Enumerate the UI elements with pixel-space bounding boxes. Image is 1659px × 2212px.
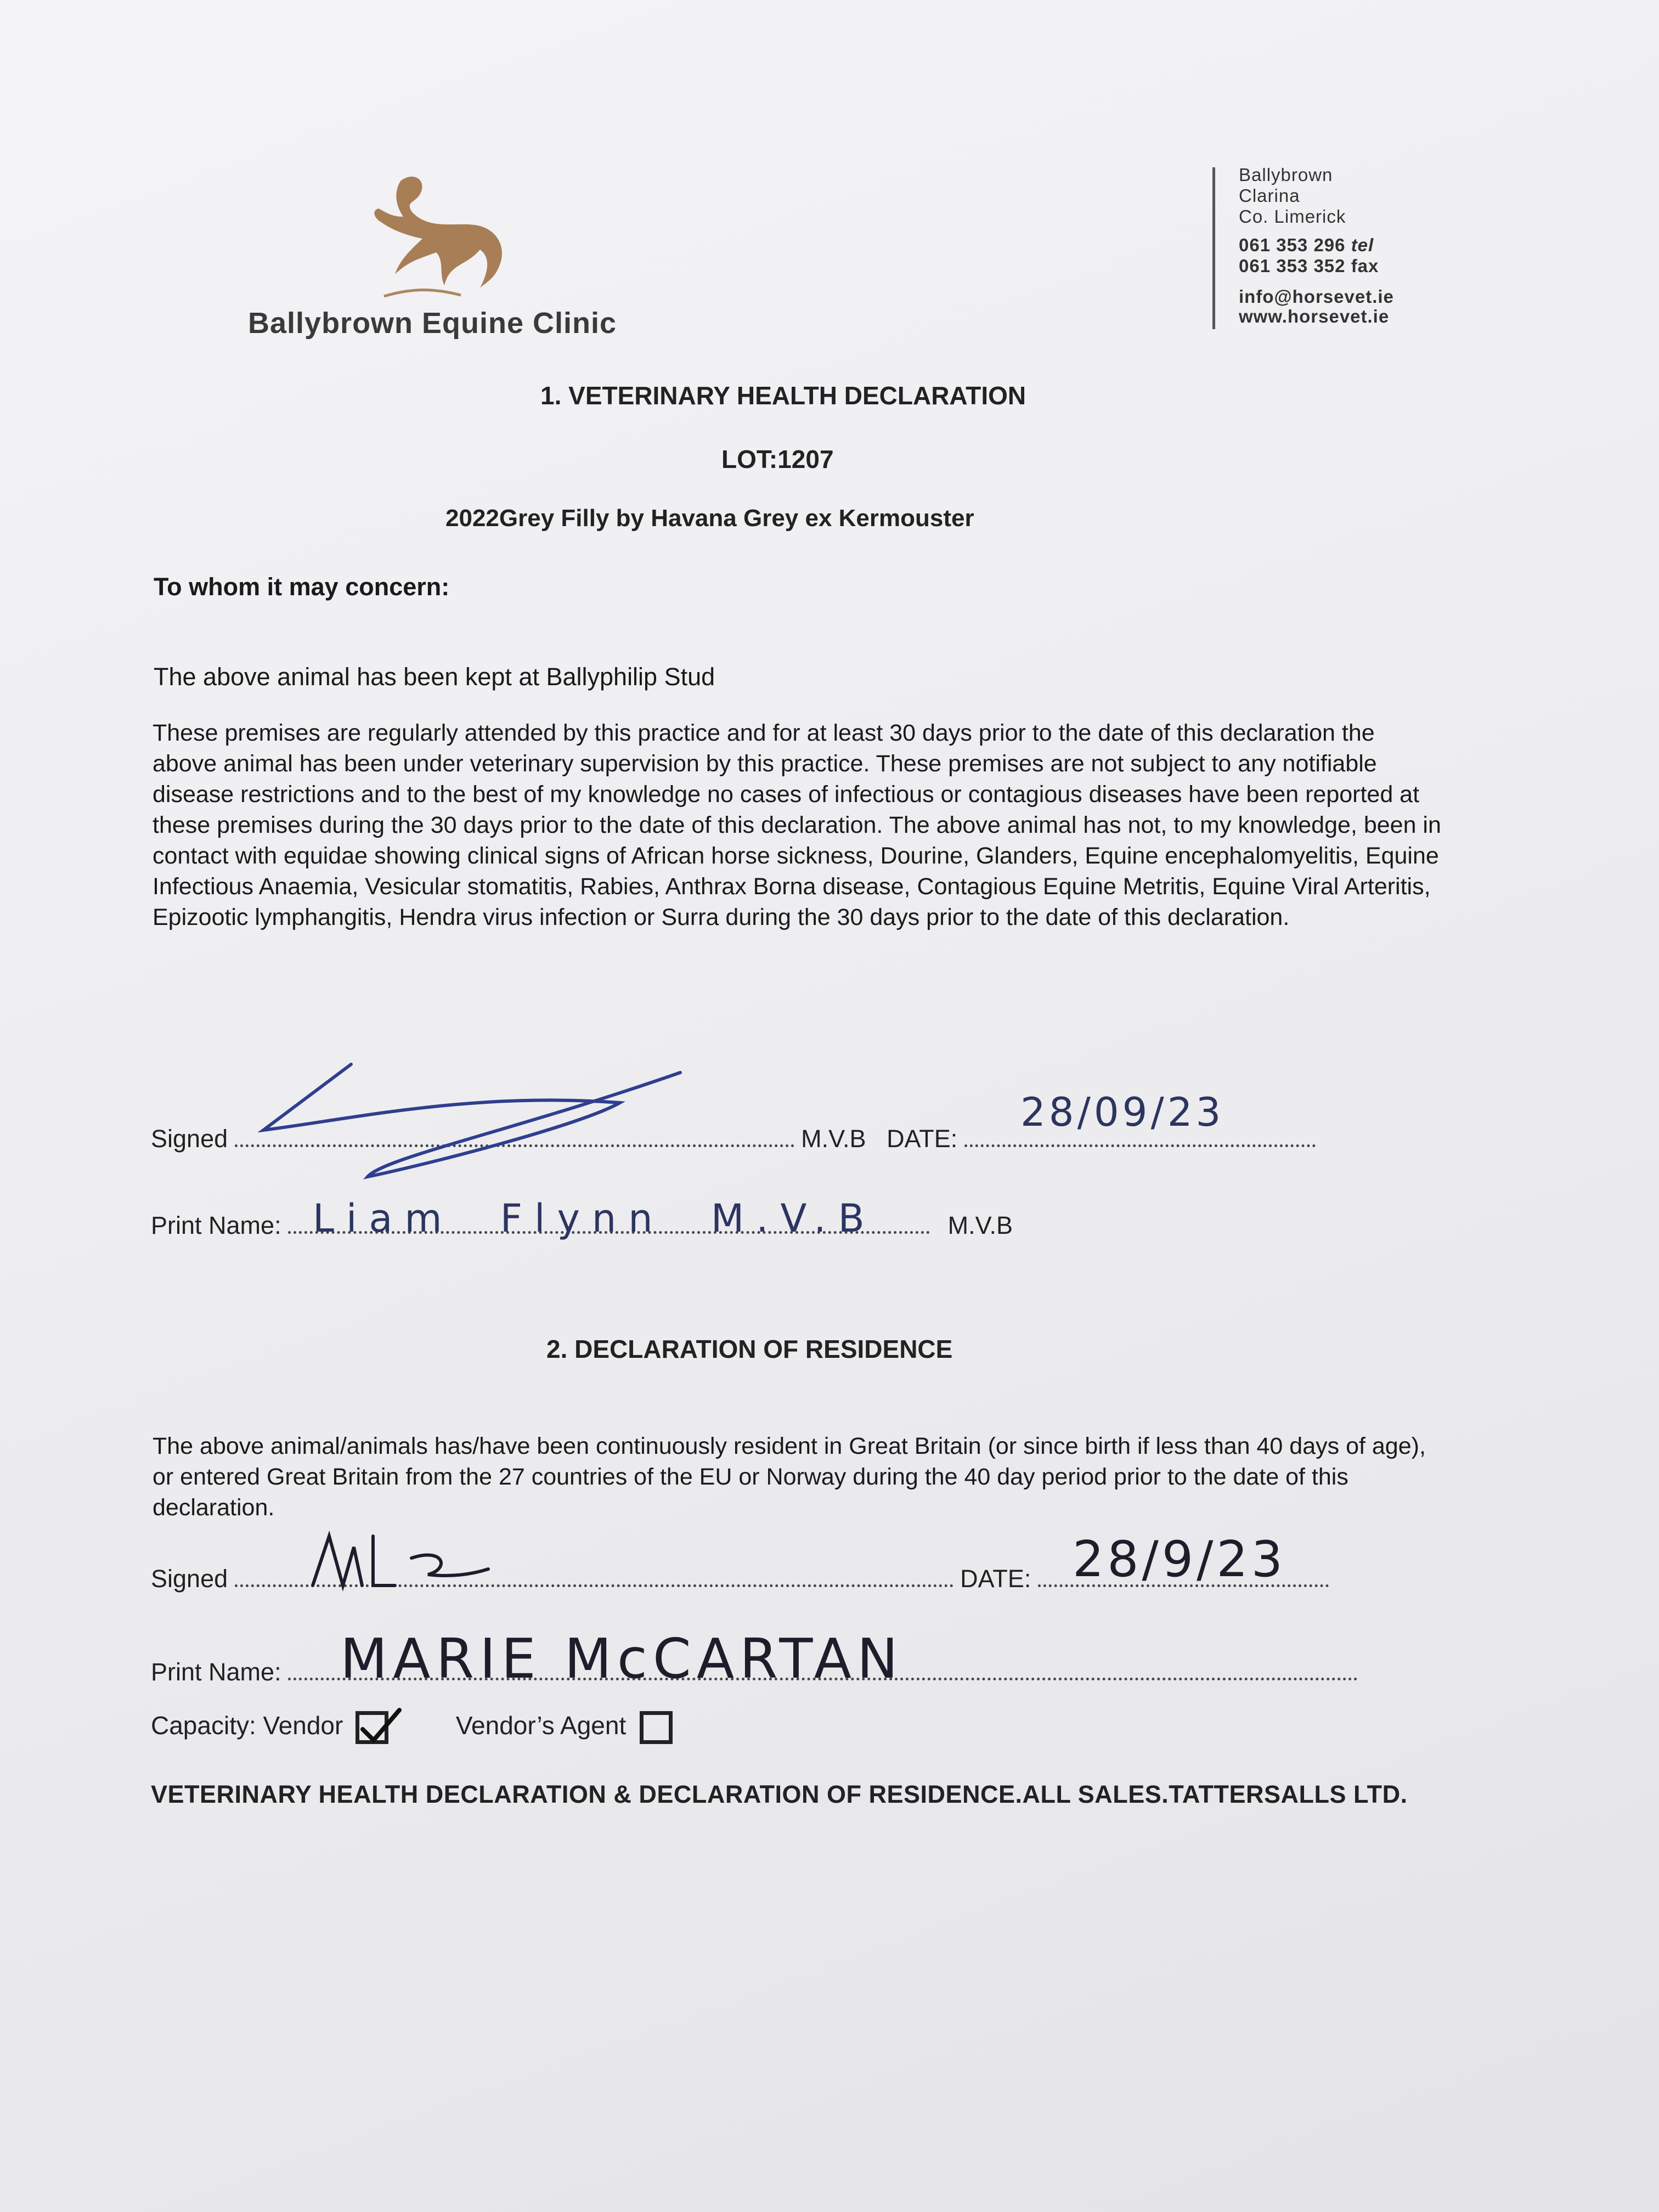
date-line xyxy=(964,1140,1316,1147)
section1-paragraph: These premises are regularly attended by this practice and for at least 30 days prior to the date of this declaration the above animal has been under veterinary supervision by this practice. These premises are not subject to any notifiable disease restrictions and to the best of my knowledge no cases of infectious or contagious diseases have been reported at these premises during the 30 days prior to the date of this declaration. The above animal has not, to my knowledge, been in contact with equidae showing clinical signs of African horse sickness, Dourine, Glanders, Equine encephalomyelitis, Equine Infectious Anaemia, Vesicular stomatitis, Rabies, Anthrax Borna disease, Contagious Equine Metritis, Equine Viral Arteritis, Epizootic lymphangitis, Hendra virus infection or Surra during the 30 days prior to the date of this declaration. xyxy=(153,720,1441,930)
address-line-1: Ballybrown xyxy=(1239,165,1333,185)
phone-number: 061 353 296 xyxy=(1239,235,1346,255)
vendor-signature xyxy=(307,1525,505,1596)
section2-print-name-value: MARIE McCARTAN xyxy=(340,1627,904,1691)
horse-description: 2022Grey Filly by Havana Grey ex Kermouster xyxy=(445,505,974,532)
clinic-name: Ballybrown Equine Clinic xyxy=(248,307,617,340)
phone-label: tel xyxy=(1351,235,1374,255)
section1-date-value: 28/09/23 xyxy=(1020,1089,1224,1135)
section1-print-name-value: Liam Flynn M.V.B xyxy=(313,1196,877,1241)
vendors-agent-checkbox[interactable] xyxy=(640,1711,673,1744)
email-text: info@horsevet.ie xyxy=(1239,286,1394,307)
section2-date-value: 28/9/23 xyxy=(1073,1531,1286,1588)
section2-print-name-label: Print Name: xyxy=(151,1658,281,1686)
vet-signature xyxy=(241,1059,691,1185)
vendors-agent-label: Vendor’s Agent xyxy=(455,1711,627,1740)
section1-date-label: DATE: xyxy=(887,1125,958,1153)
footer-text: VETERINARY HEALTH DECLARATION & DECLARATION OF RESIDENCE.ALL SALES.TATTERSALLS LTD. xyxy=(151,1780,1408,1808)
section1-title: 1. VETERINARY HEALTH DECLARATION xyxy=(540,381,1026,410)
section2-signed-label: Signed xyxy=(151,1565,228,1593)
fax-label: fax xyxy=(1351,256,1379,276)
kept-at-statement: The above animal has been kept at Ballyphilip Stud xyxy=(154,663,715,691)
capacity-label: Capacity: Vendor xyxy=(151,1711,343,1740)
capacity-row xyxy=(151,1711,673,1744)
section2-title: 2. DECLARATION OF RESIDENCE xyxy=(546,1335,953,1363)
lot-number: LOT:1207 xyxy=(721,445,834,473)
fax-number: 061 353 352 xyxy=(1239,256,1346,276)
salutation: To whom it may concern: xyxy=(154,573,450,601)
fax-line xyxy=(1239,256,1379,276)
section2-date-label: DATE: xyxy=(960,1565,1031,1593)
header-divider xyxy=(1212,167,1215,329)
section1-print-name-label: Print Name: xyxy=(151,1211,281,1239)
vendor-checkbox[interactable] xyxy=(356,1711,388,1744)
phone-line xyxy=(1239,235,1374,256)
section1-signed-label: Signed xyxy=(151,1125,228,1153)
section1-print-mvb-label: M.V.B xyxy=(947,1211,1013,1239)
clinic-horse-logo xyxy=(362,170,510,302)
address-line-3: Co. Limerick xyxy=(1239,206,1346,227)
checkmark-icon xyxy=(358,1707,402,1746)
section2-paragraph: The above animal/animals has/have been continuously resident in Great Britain (or since birth if less than 40 days of age), or entered Great Britain from the 27 countries of the EU or Norway during the 40 day period prior to the date of this declaration. xyxy=(153,1433,1426,1521)
section1-mvb-label: M.V.B xyxy=(801,1125,866,1153)
address-line-2: Clarina xyxy=(1239,185,1300,206)
website-text: www.horsevet.ie xyxy=(1239,306,1390,326)
